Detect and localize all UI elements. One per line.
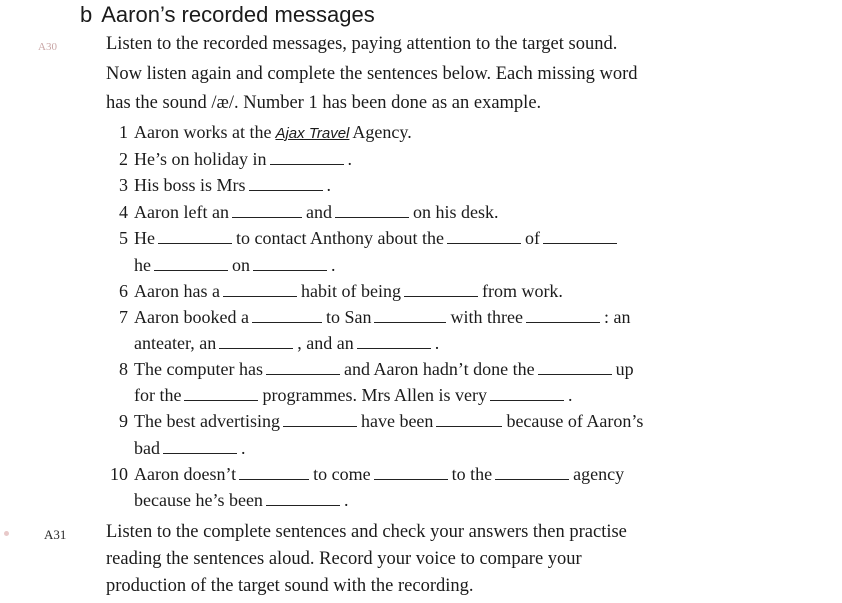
- margin-dot-icon: [4, 531, 9, 536]
- answer-blank[interactable]: [543, 228, 617, 244]
- answer-blank[interactable]: [404, 281, 478, 297]
- sentence-4: Aaron left an and on his desk.: [134, 202, 499, 222]
- answer-blank[interactable]: [184, 385, 258, 401]
- sentence-10-continued: because he’s been .: [134, 490, 349, 510]
- answer-blank[interactable]: [374, 464, 448, 480]
- sentence-7: Aaron booked a to San with three : an: [134, 307, 631, 327]
- answer-blank[interactable]: [526, 307, 600, 323]
- answer-blank[interactable]: [270, 149, 344, 165]
- answer-blank[interactable]: [495, 464, 569, 480]
- instruction-paragraph-2-line-1: Now listen again and complete the sentences below. Each missing word: [106, 64, 638, 84]
- answer-blank[interactable]: [266, 359, 340, 375]
- sentence-number: 4: [119, 202, 128, 222]
- answer-blank[interactable]: [252, 307, 322, 323]
- example-answer: Ajax Travel: [275, 125, 350, 142]
- sentence-number: 3: [119, 175, 128, 195]
- sentence-9: The best advertising have been because of Aaron’s: [134, 411, 644, 431]
- section-heading: [80, 2, 375, 28]
- sentence-number: 9: [119, 411, 128, 431]
- sentence-number: 6: [119, 281, 128, 301]
- answer-blank[interactable]: [163, 438, 237, 454]
- answer-blank[interactable]: [436, 411, 502, 427]
- sentence-7-continued: anteater, an , and an .: [134, 333, 440, 353]
- sentence-6: Aaron has a habit of being from work.: [134, 281, 563, 301]
- sentence-10: Aaron doesn’t to come to the agency: [134, 464, 625, 484]
- sentence-8: The computer has and Aaron hadn’t done the up: [134, 359, 634, 379]
- answer-blank[interactable]: [154, 255, 228, 271]
- answer-blank[interactable]: [158, 228, 232, 244]
- sentence-number: 5: [119, 228, 128, 248]
- answer-blank[interactable]: [219, 333, 293, 349]
- answer-blank[interactable]: [249, 175, 323, 191]
- sentence-3: His boss is Mrs .: [134, 175, 332, 195]
- sentence-8-continued: for the programmes. Mrs Allen is very .: [134, 385, 573, 405]
- sentence-number: 7: [119, 307, 128, 327]
- answer-blank[interactable]: [538, 359, 612, 375]
- answer-blank[interactable]: [490, 385, 564, 401]
- sentence-number: 10: [110, 464, 128, 484]
- answer-blank[interactable]: [253, 255, 327, 271]
- answer-blank[interactable]: [374, 307, 446, 323]
- instruction-paragraph-2-line-2: has the sound /æ/. Number 1 has been done as an example.: [106, 93, 542, 113]
- closing-instruction-line-2: reading the sentences aloud. Record your voice to compare your: [106, 549, 582, 569]
- sentence-1: Aaron works at the Ajax Travel Agency.: [134, 122, 412, 142]
- answer-blank[interactable]: [239, 464, 309, 480]
- instruction-paragraph-1: Listen to the recorded messages, paying attention to the target sound.: [106, 34, 618, 54]
- answer-blank[interactable]: [283, 411, 357, 427]
- closing-instruction-line-3: production of the target sound with the recording.: [106, 576, 474, 596]
- track-marker-a30: A30: [38, 41, 57, 53]
- answer-blank[interactable]: [223, 281, 297, 297]
- answer-blank[interactable]: [335, 202, 409, 218]
- sentence-9-continued: bad .: [134, 438, 246, 458]
- sentence-number: 1: [119, 122, 128, 142]
- answer-blank[interactable]: [447, 228, 521, 244]
- track-marker-a31: A31: [44, 527, 67, 542]
- sentence-number: 8: [119, 359, 128, 379]
- sentence-5: He to contact Anthony about the of: [134, 226, 621, 250]
- answer-blank[interactable]: [232, 202, 302, 218]
- answer-blank[interactable]: [266, 490, 340, 506]
- sentence-5-continued: he on .: [134, 255, 336, 275]
- sentence-number: 2: [119, 149, 128, 169]
- section-title: Aaron’s recorded messages: [101, 2, 375, 27]
- answer-blank[interactable]: [357, 333, 431, 349]
- sentence-2: He’s on holiday in .: [134, 149, 352, 169]
- section-letter: b: [80, 2, 93, 27]
- closing-instruction-line-1: Listen to the complete sentences and check your answers then practise: [106, 522, 627, 542]
